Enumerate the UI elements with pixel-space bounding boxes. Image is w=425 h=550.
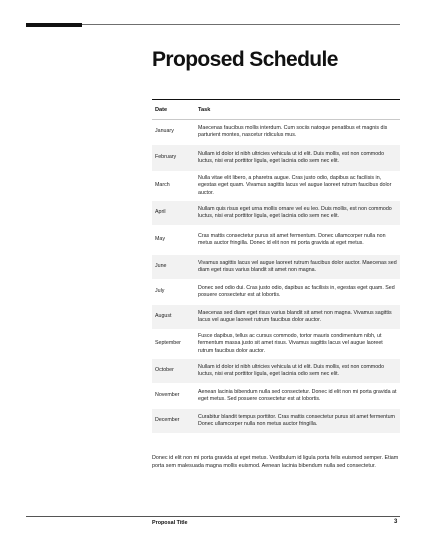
row-task: Nullam id dolor id nibh ultricies vehicula ut id elit. Duis mollis, est non commodo luctus, nisi erat porttitor ligula, eget lacinia odio sem nec elit. [198,150,385,164]
table-row [152,384,400,409]
table-row [152,226,400,255]
row-task: Nullam quis risus eget urna mollis ornare vel eu leo. Duis mollis, est non commodo luctus, nisi erat porttitor ligula, eget lacinia odio sem nec elit. [198,205,392,219]
row-task: Maecenas faucibus mollis interdum. Cum sociis natoque penatibus et magnis dis parturient montes, nascetur ridiculus mus. [198,124,388,138]
page-title: Proposed Schedule [152,48,338,71]
schedule-table [152,99,400,434]
row-date: May [155,236,166,243]
row-task: Cras mattis consectetur purus sit amet fermentum. Donec ullamcorper nulla non metus auctor fringilla. Donec id elit non mi porta gravida at eget metus. [198,232,386,246]
date-column-header: Date [155,106,168,113]
row-date: September [155,340,181,347]
row-task: Aenean lacinia bibendum nulla sed consectetur. Donec id elit non mi porta gravida at eget metus. Sed posuere consectetur est at lobortis. [198,388,397,402]
table-row [152,201,400,226]
row-task: Vivamus sagittis lacus vel augue laoreet rutrum faucibus dolor auctor. Maecenas sed diam eget risus varius blandit sit amet non magna. [198,259,397,273]
row-date: February [155,154,177,161]
table-row [152,409,400,434]
footer-title: Proposal Title [152,520,188,526]
row-date: April [155,209,166,216]
header-accent-bar [26,23,82,27]
row-task: Donec sed odio dui. Cras justo odio, dapibus ac facilisis in, egestas eget quam. Sed posuere consectetur est at lobortis. [198,284,395,298]
row-date: July [155,288,165,295]
table-row [152,305,400,330]
table-row [152,359,400,384]
row-task: Maecenas sed diam eget risus varius blandit sit amet non magna. Vivamus sagittis lacus vel augue laoreet rutrum faucibus dolor auctor. [198,309,392,323]
row-date: March [155,182,170,189]
row-task: Nulla vitae elit libero, a pharetra augue. Cras justo odio, dapibus ac facilisis in, egestas eget quam. Vivamus sagittis lacus vel augue laoreet rutrum faucibus dolor auctor. [198,174,392,196]
task-column-header: Task [198,106,211,113]
table-row [152,145,400,172]
row-date: December [155,417,180,424]
table-header [152,100,400,120]
table-row [152,255,400,280]
row-task: Curabitur blandit tempus porttitor. Cras mattis consectetur purus sit amet fermentum Donec ullamcorper nulla non metus auctor fringilla. [198,413,395,427]
table-row [152,330,400,359]
closing-paragraph: Donec id elit non mi porta gravida at eget metus. Vestibulum id ligula porta felis euismod semper. Etiam porta sem malesuada magna mollis euismod. Aenean lacinia bibendum nulla sed consectetur. [152,455,399,470]
row-date: November [155,392,180,399]
page-number: 3 [394,519,398,525]
footer-rule [26,516,400,517]
row-date: October [155,367,174,374]
row-task: Fusce dapibus, tellus ac cursus commodo, tortor mauris condimentum nibh, ut fermentum massa justo sit amet risus. Vivamus sagittis lacus vel augue laoreet rutrum faucibus dolor auctor. [198,332,383,354]
table-row [152,120,400,145]
header-rule [82,24,400,25]
row-date: August [155,313,172,320]
row-date: January [155,128,174,135]
table-body [152,120,400,434]
table-row [152,280,400,305]
row-task: Nullam id dolor id nibh ultricies vehicula ut id elit. Duis mollis, est non commodo luctus, nisi erat porttitor ligula, eget lacinia odio sem nec elit. [198,363,385,377]
table-row [152,172,400,201]
row-date: June [155,263,167,270]
